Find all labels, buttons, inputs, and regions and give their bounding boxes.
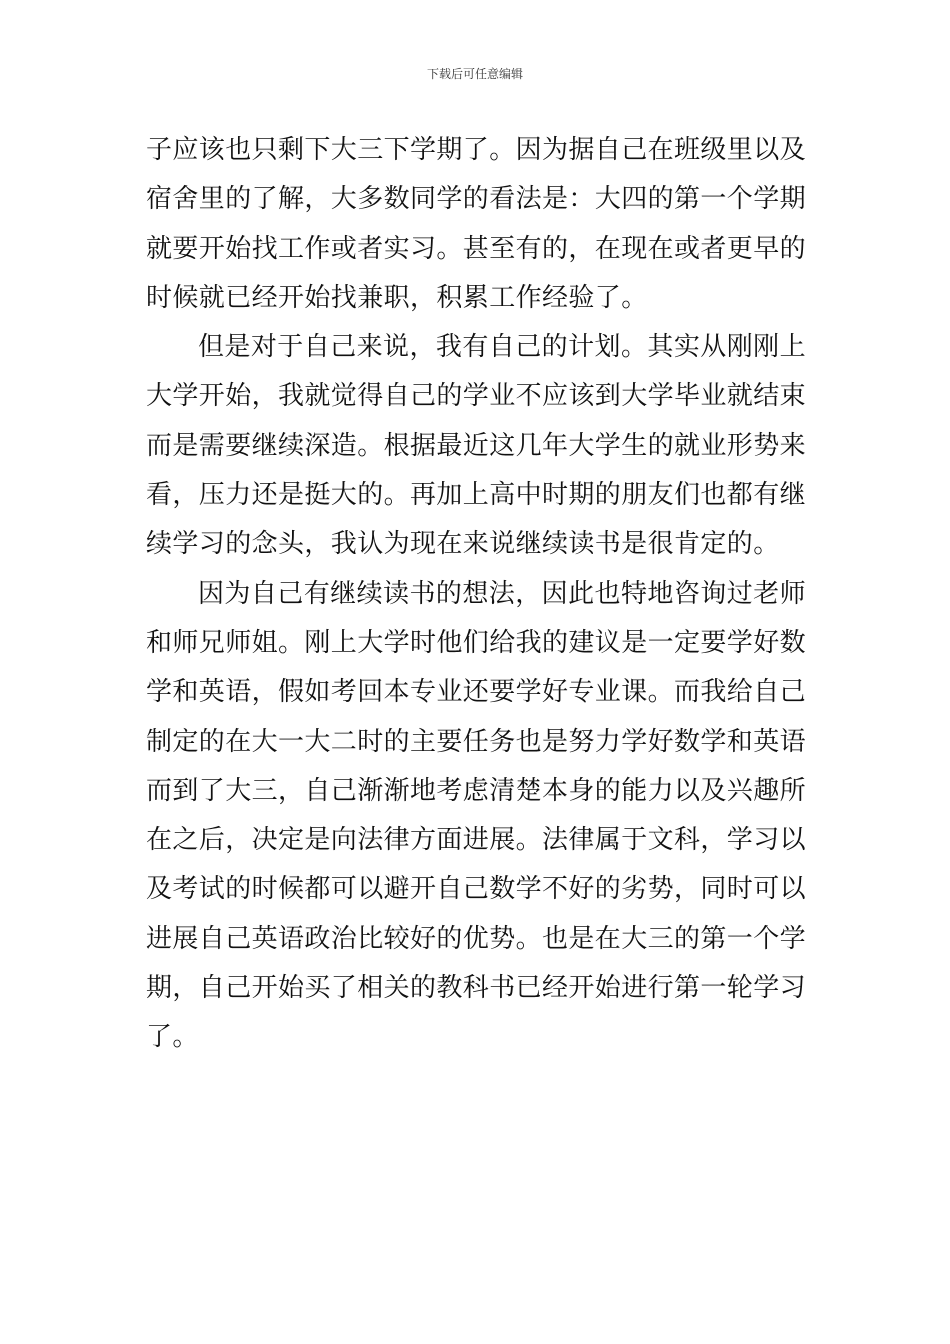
document-body: [146, 126, 806, 1063]
paragraph-2: 但是对于自己来说，我有自己的计划。其实从刚刚上大学开始，我就觉得自己的学业不应该到大学毕业就结束而是需要继续深造。根据最近这几年大学生的就业形势来看，压力还是挺大的。再加上高中时期的朋友们也都有继续学习的念头，我认为现在来说继续读书是很肯定的。: [146, 332, 807, 560]
page-header: 下载后可任意编辑: [426, 67, 523, 81]
paragraph-3: 因为自己有继续读书的想法，因此也特地咨询过老师和师兄师姐。刚上大学时他们给我的建议是一定要学好数学和英语，假如考回本专业还要学好专业课。而我给自己制定的在大一大二时的主要任务也是努力学好数学和英语而到了大三，自己渐渐地考虑清楚本身的能力以及兴趣所在之后，决定是向法律方面进展。法律属于文科，学习以及考试的时候都可以避开自己数学不好的劣势，同时可以进展自己英语政治比较好的优势。也是在大三的第一个学期，自己开始买了相关的教科书已经开始进行第一轮学习了。: [146, 578, 807, 1053]
paragraph-1: 子应该也只剩下大三下学期了。因为据自己在班级里以及宿舍里的了解，大多数同学的看法是：大四的第一个学期就要开始找工作或者实习。甚至有的，在现在或者更早的时候就已经开始找兼职，积累工作经验了。: [146, 135, 807, 313]
